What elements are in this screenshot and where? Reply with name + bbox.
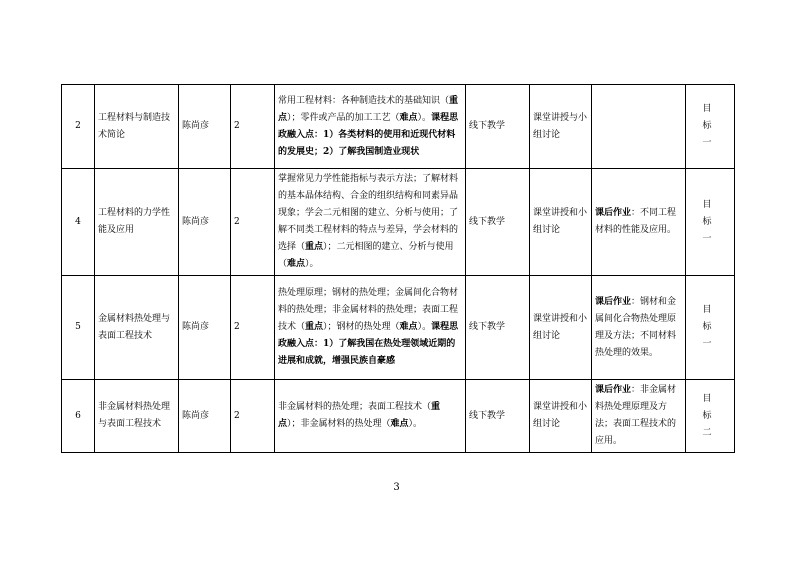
content-cell: [275, 276, 466, 380]
homework-cell-segment: 课后作业: [595, 296, 632, 307]
content-cell-segment: 非金属材料的热处理；表面工程技术（: [278, 402, 432, 412]
topic-cell: 工程材料与制造技术简论: [95, 85, 179, 169]
goal-line: 一: [702, 138, 718, 148]
content-cell-segment: 难点: [399, 322, 418, 332]
method-cell: 课堂讲授与小组讨论: [530, 85, 592, 169]
teacher-cell: 陈尚彦: [179, 380, 231, 453]
content-cell-segment: ）。: [417, 322, 432, 332]
hours-cell: 2: [231, 85, 275, 169]
goal-cell: [686, 169, 735, 276]
goal-line: 目 标: [702, 104, 733, 131]
hours-cell: 2: [231, 169, 275, 276]
row-number: 5: [62, 276, 95, 380]
homework-cell: [592, 276, 686, 380]
method-cell: 课堂讲授和小组讨论: [530, 276, 592, 380]
content-cell-segment: 重点: [278, 95, 459, 123]
goal-cell: [686, 380, 735, 453]
content-cell-segment: 难点: [399, 112, 418, 123]
content-cell-segment: ）。: [417, 112, 432, 123]
homework-cell: [592, 169, 686, 276]
row-number: 4: [62, 169, 95, 276]
method-cell: 课堂讲授和小组讨论: [530, 380, 592, 453]
goal-cell: [686, 276, 735, 380]
content-cell: [275, 169, 466, 276]
homework-cell-segment: 课后作业: [595, 385, 632, 395]
content-cell-segment: 难点: [390, 419, 409, 429]
delivery-cell: 线下教学: [466, 85, 530, 169]
row-number: 6: [62, 380, 95, 453]
goal-line: 目 标: [702, 199, 733, 227]
page-number: 3: [393, 482, 400, 493]
goal-line: 目 标: [702, 305, 733, 332]
table-row: [62, 169, 735, 276]
content-cell-segment: ）；二元相图的建立、分析与使用（: [278, 242, 454, 269]
hours-cell: 2: [231, 276, 275, 380]
topic-cell: 金属材料热处理与表面工程技术: [95, 276, 179, 380]
hours-cell: 2: [231, 380, 275, 453]
homework-cell-segment: ：非金属材料热处理原理及方法；表面工程技术的应用。: [595, 385, 677, 446]
goal-line: 一: [702, 233, 718, 244]
homework-cell-segment: ：钢材和金属间化合物热处理原理及方法；不同材料热处理的效果。: [595, 296, 677, 358]
homework-cell: [592, 85, 686, 169]
topic-cell: 工程材料的力学性能及应用: [95, 169, 179, 276]
teacher-cell: 陈尚彦: [179, 169, 231, 276]
delivery-cell: 线下教学: [466, 276, 530, 380]
content-cell-segment: 重点: [305, 322, 324, 332]
homework-cell-segment: 课后作业: [595, 208, 632, 218]
table-row: [62, 85, 735, 169]
goal-cell: [686, 85, 735, 169]
topic-cell: 非金属材料热处理与表面工程技术: [95, 380, 179, 453]
teacher-cell: 陈尚彦: [179, 276, 231, 380]
content-cell-segment: ）。: [305, 259, 319, 269]
content-cell-segment: 热处理原理；钢材的热处理；金属间化合物材料的热处理；非金属材料的热处理；表面工程技术（: [278, 288, 459, 332]
goal-line: 目 标: [702, 393, 733, 421]
goal-line: 二: [702, 427, 718, 438]
table-row: [62, 380, 735, 453]
homework-cell: [592, 380, 686, 453]
content-cell-segment: 掌握常见力学性能指标与表示方法；了解材料的基本晶体结构、合金的组织结构和同素异晶现象；学会二元相图的建立、分析与使用；了解不同类工程材料的特点与差异，学会材料的选择（: [278, 174, 459, 252]
content-cell-segment: 重点: [278, 402, 441, 429]
content-cell-segment: 重点: [305, 242, 324, 252]
content-cell-segment: 难点: [287, 259, 306, 269]
content-cell: [275, 380, 466, 453]
content-cell: [275, 85, 466, 169]
content-cell-segment: 课程思政融入点：1）各类材料的使用和近现代材料的发展史；2）了解我国制造业现状: [278, 112, 459, 157]
row-number: 2: [62, 85, 95, 169]
table-row: [62, 276, 735, 380]
content-cell-segment: 课程思政融入点：1）了解我国在热处理领域近期的进展和成就，增强民族自豪感: [278, 322, 459, 366]
teacher-cell: 陈尚彦: [179, 85, 231, 169]
delivery-cell: 线下教学: [466, 380, 530, 453]
content-cell-segment: 常用工程材料：各种制造技术的基础知识（: [278, 95, 450, 106]
content-cell-segment: ）；钢材的热处理（: [323, 322, 400, 332]
content-cell-segment: ）。: [408, 419, 423, 429]
delivery-cell: 线下教学: [466, 169, 530, 276]
content-cell-segment: ）；非金属材料的热处理（: [287, 419, 391, 429]
homework-cell-segment: ：不同工程材料的性能及应用。: [595, 208, 677, 235]
goal-line: 一: [702, 339, 718, 349]
method-cell: 课堂讲授和小组讨论: [530, 169, 592, 276]
content-cell-segment: ）；零件或产品的加工工艺（: [287, 112, 400, 123]
course-schedule-table: [61, 84, 735, 453]
